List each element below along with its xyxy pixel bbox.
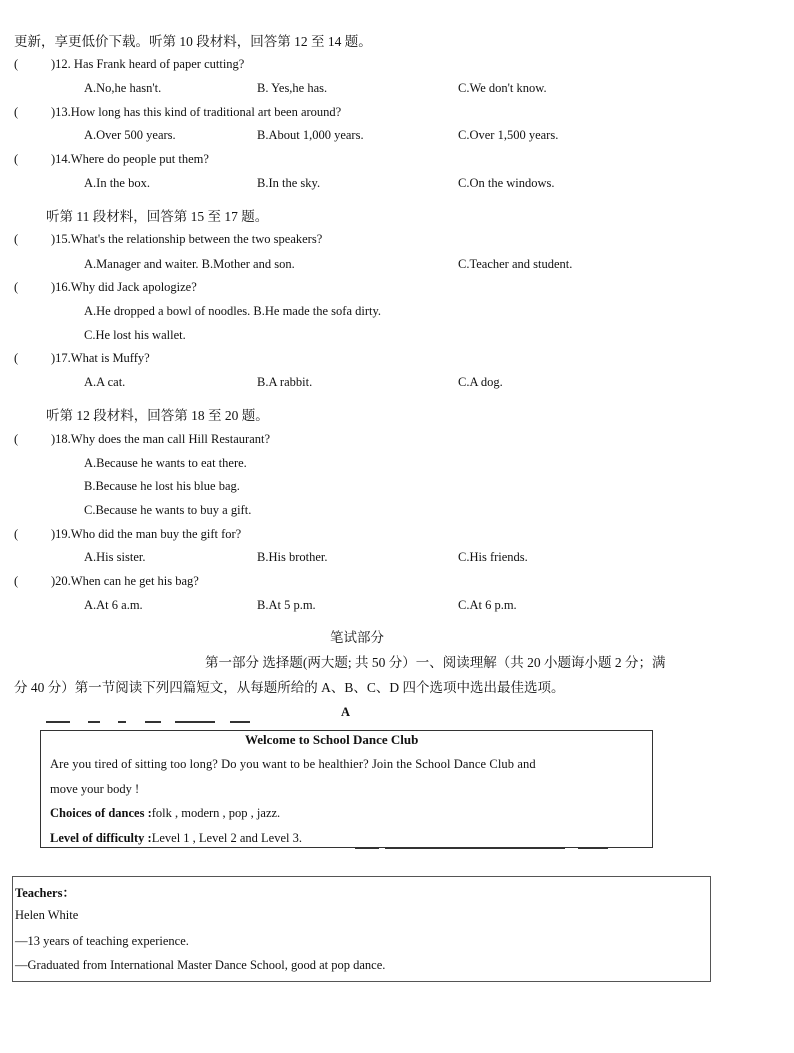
section-heading-11: 听第 11 段材料，回答第 15 至 17 题。 xyxy=(46,209,269,224)
teacher-detail-1: —13 years of teaching experience. xyxy=(15,934,189,948)
question-text: )13.How long has this kind of traditional art been around? xyxy=(51,105,342,119)
question-text: )14.Where do people put them? xyxy=(51,152,209,166)
passage-label: A xyxy=(341,705,351,719)
teachers-label: Teachers： xyxy=(15,886,75,900)
scan-artifact xyxy=(46,721,70,723)
option-b: B.Because he lost his blue bag. xyxy=(84,479,240,493)
answer-paren: ( xyxy=(14,57,19,71)
option-c: C.A dog. xyxy=(458,375,503,389)
teacher-detail-2: —Graduated from International Master Dance School, good at pop dance. xyxy=(15,958,386,972)
question-text: )20.When can he get his bag? xyxy=(51,574,199,588)
question-text: )16.Why did Jack apologize? xyxy=(51,280,197,294)
question-text: )12. Has Frank heard of paper cutting? xyxy=(51,57,245,71)
answer-paren: ( xyxy=(14,527,19,541)
choices-value: folk , modern , pop , jazz. xyxy=(151,806,281,820)
answer-paren: ( xyxy=(14,351,19,365)
notice-title: Welcome to School Dance Club xyxy=(245,732,419,747)
question-text: )17.What is Muffy? xyxy=(51,351,150,365)
written-section-title: 笔试部分 xyxy=(330,630,384,645)
option-c: C.Teacher and student. xyxy=(458,257,573,271)
scan-artifact xyxy=(88,721,100,723)
part1-instructions-line1: 第一部分 选择题(两大题; 共 50 分）一、阅读理解（共 20 小题诲小题 2 分；满 xyxy=(205,655,666,670)
notice-body-line1: Are you tired of sitting too long? Do you want to be healthier? Join the School Dance Club and xyxy=(50,757,536,771)
option-c: C.His friends. xyxy=(458,550,528,564)
intro-line: 更新，享更低价下载。听第 10 段材料，回答第 12 至 14 题。 xyxy=(14,34,372,49)
answer-paren: ( xyxy=(14,232,19,246)
option-a: A.A cat. xyxy=(84,375,126,389)
option-a: A.His sister. xyxy=(84,550,146,564)
notice-body-line2: move your body ! xyxy=(50,782,140,796)
option-a: A.At 6 a.m. xyxy=(84,598,143,612)
scan-artifact xyxy=(118,721,126,723)
answer-paren: ( xyxy=(14,432,19,446)
option-b: B.In the sky. xyxy=(257,176,321,190)
answer-paren: ( xyxy=(14,280,19,294)
question-text: )18.Why does the man call Hill Restaurant? xyxy=(51,432,271,446)
option-a-b: A.He dropped a bowl of noodles. B.He made the sofa dirty. xyxy=(84,304,382,318)
question-text: )19.Who did the man buy the gift for? xyxy=(51,527,242,541)
option-c: C.At 6 p.m. xyxy=(458,598,517,612)
scan-artifact xyxy=(578,847,608,849)
option-c: C.We don't know. xyxy=(458,81,547,95)
option-a: A.In the box. xyxy=(84,176,150,190)
answer-paren: ( xyxy=(14,574,19,588)
option-c: C.On the windows. xyxy=(458,176,555,190)
scan-artifact xyxy=(355,847,379,849)
option-b: B.About 1,000 years. xyxy=(257,128,364,142)
option-a: A.Because he wants to eat there. xyxy=(84,456,247,470)
option-b: B.His brother. xyxy=(257,550,328,564)
option-b: B.At 5 p.m. xyxy=(257,598,316,612)
option-a: A.Over 500 years. xyxy=(84,128,176,142)
scan-artifact xyxy=(145,721,161,723)
scan-artifact xyxy=(175,721,215,723)
dance-choices xyxy=(50,806,280,821)
option-c: C.Because he wants to buy a gift. xyxy=(84,503,252,517)
option-c: C.Over 1,500 years. xyxy=(458,128,559,142)
scan-artifact xyxy=(230,721,250,723)
scan-artifact xyxy=(385,847,565,849)
level-label: Level of difficulty : xyxy=(50,831,152,845)
difficulty-levels xyxy=(50,831,302,846)
answer-paren: ( xyxy=(14,105,19,119)
part1-instructions-line2: 分 40 分）第一节阅读下列四篇短文，从每题所给的 A、B、C、D 四个选项中选出最佳选项。 xyxy=(14,680,565,695)
option-b: B.A rabbit. xyxy=(257,375,313,389)
section-heading-12: 听第 12 段材料，回答第 18 至 20 题。 xyxy=(46,408,269,423)
question-text: )15.What's the relationship between the two speakers? xyxy=(51,232,323,246)
choices-label: Choices of dances : xyxy=(50,806,152,820)
option-b: B. Yes,he has. xyxy=(257,81,328,95)
option-a: A.No,he hasn't. xyxy=(84,81,162,95)
answer-paren: ( xyxy=(14,152,19,166)
option-c: C.He lost his wallet. xyxy=(84,328,186,342)
option-a-b: A.Manager and waiter. B.Mother and son. xyxy=(84,257,295,271)
teacher-name: Helen White xyxy=(15,908,79,922)
level-value: Level 1 , Level 2 and Level 3. xyxy=(151,831,303,845)
